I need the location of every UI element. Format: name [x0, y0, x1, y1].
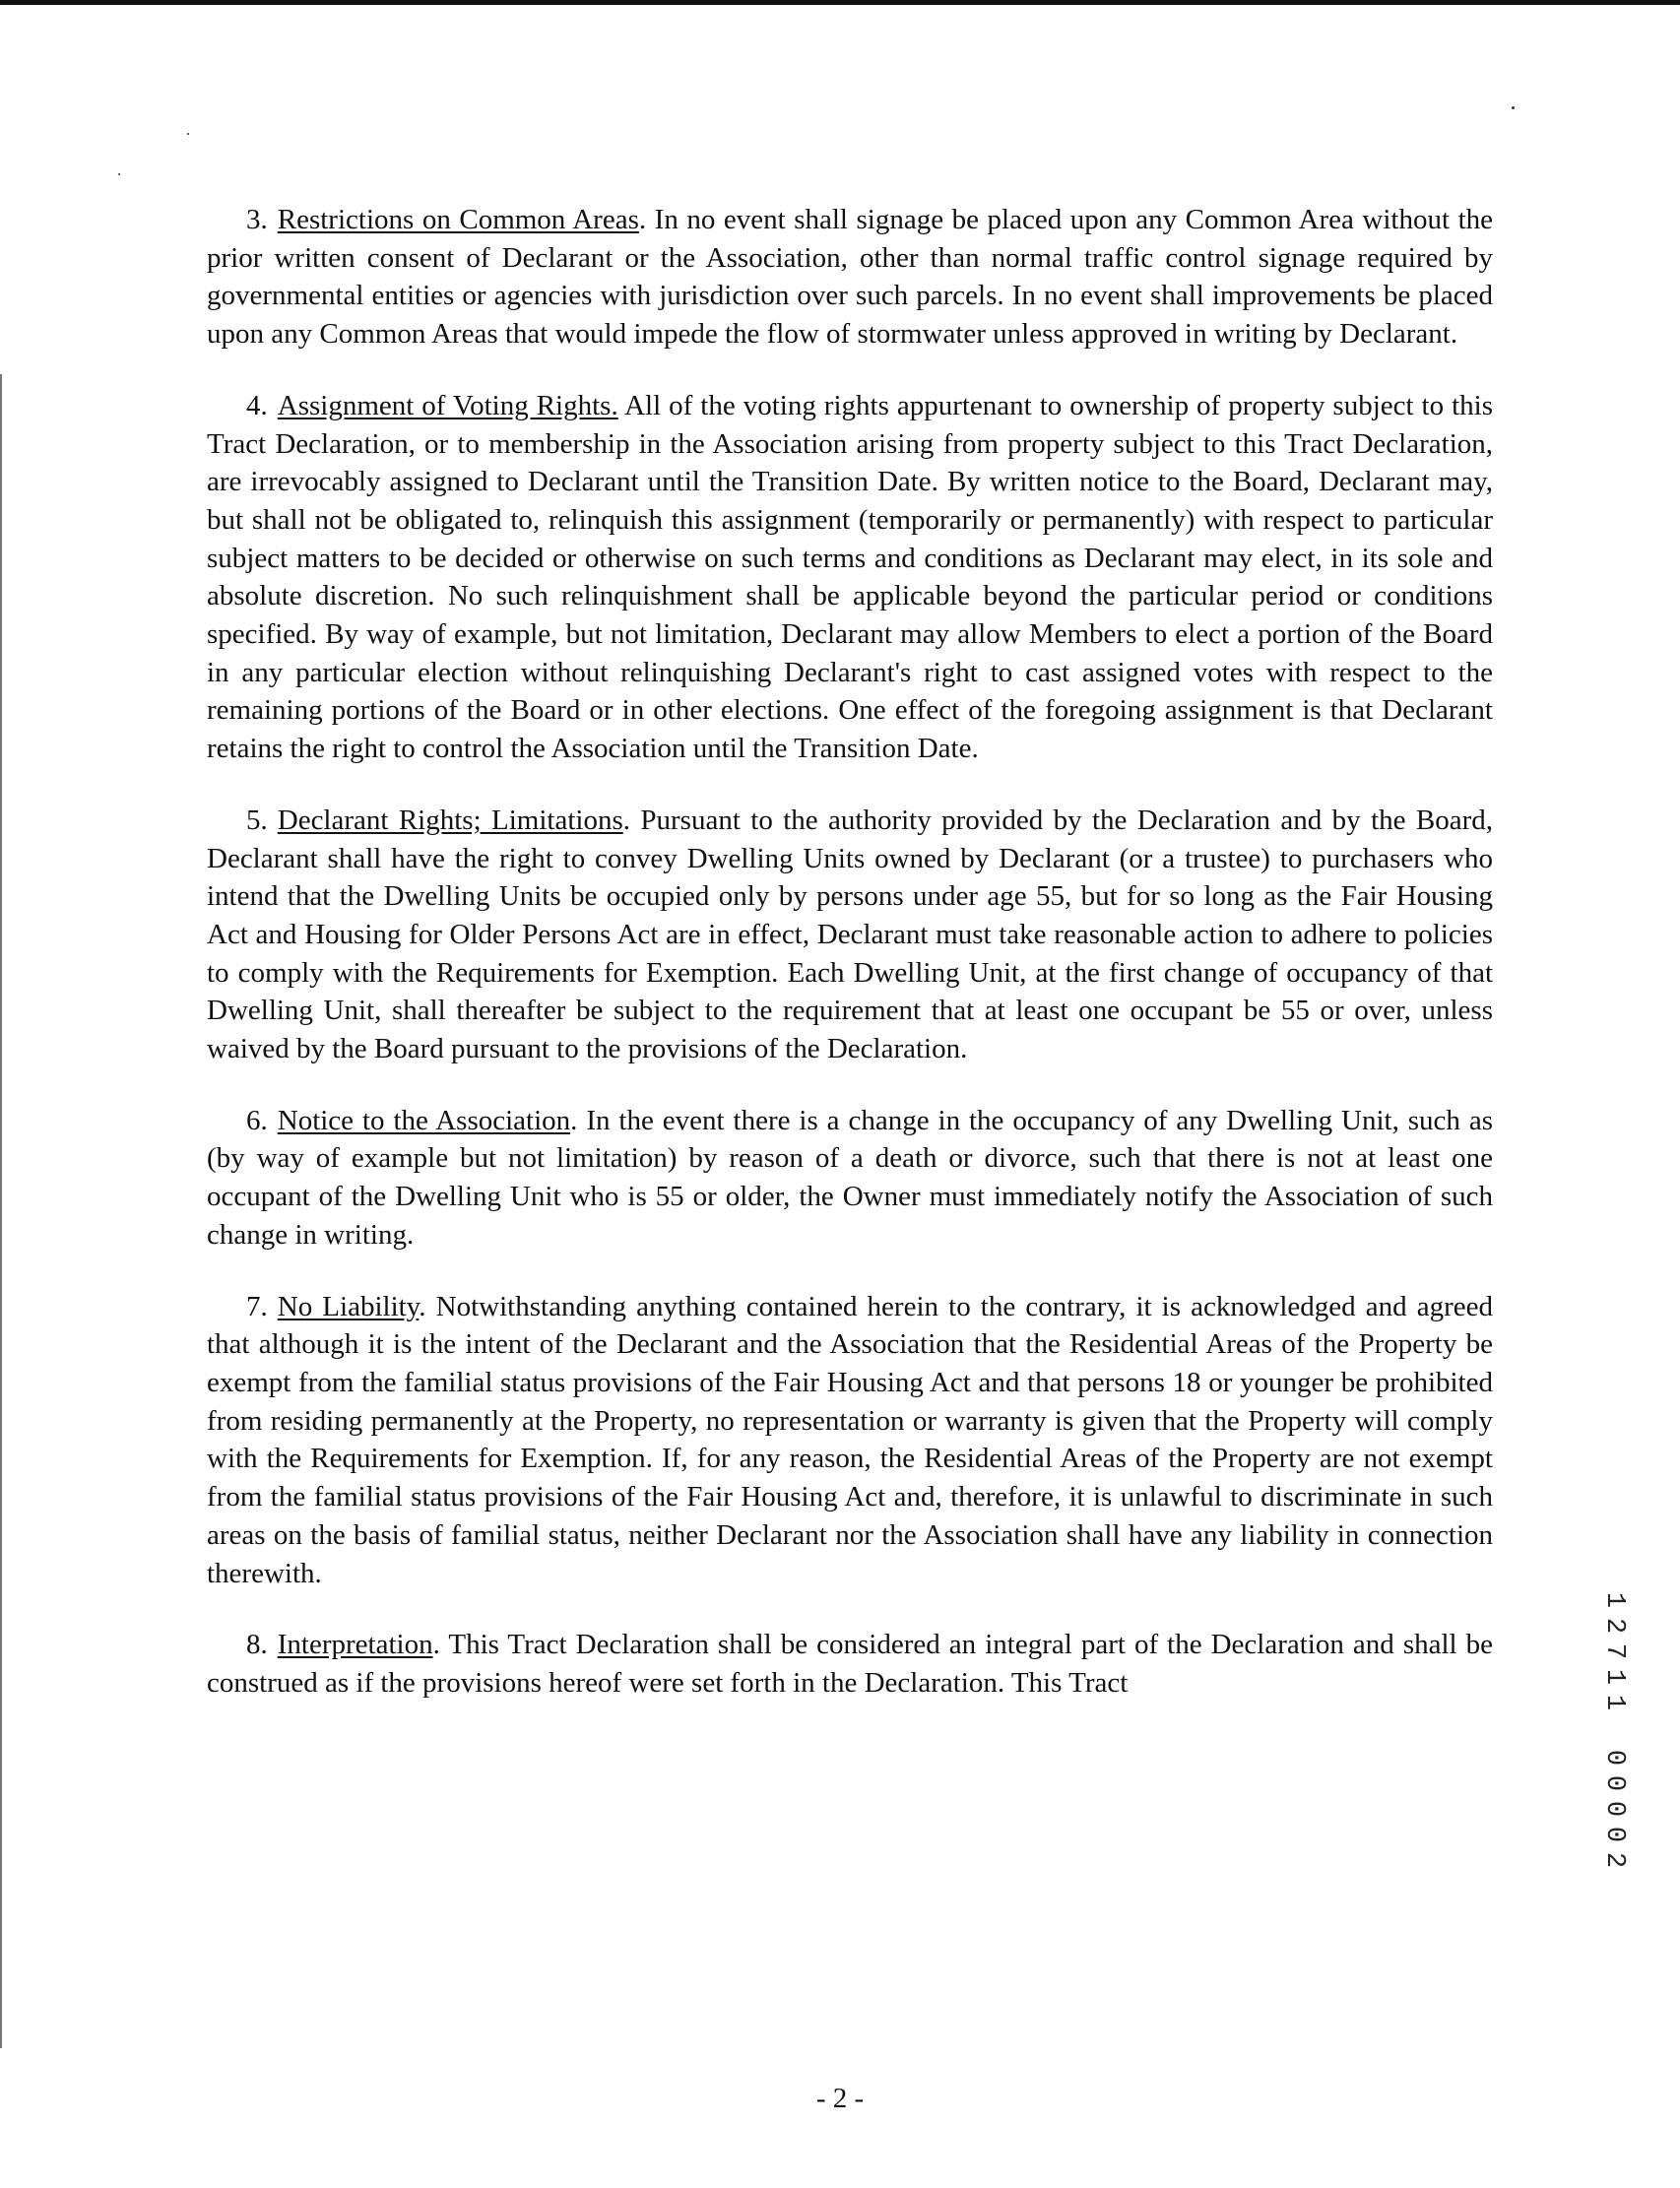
- heading-punctuation: .: [570, 1104, 578, 1136]
- recording-digit: 1: [1599, 1668, 1629, 1686]
- recording-digit: 0: [1599, 1749, 1629, 1767]
- recording-digit: 0: [1599, 1826, 1629, 1843]
- section-3: [207, 201, 1493, 354]
- section-heading: Interpretation: [277, 1629, 433, 1661]
- scan-speck: [118, 173, 120, 175]
- scan-speck: [1512, 106, 1515, 109]
- section-heading: Restrictions on Common Areas: [277, 204, 639, 235]
- recording-digit: 0: [1599, 1774, 1629, 1792]
- page-number: - 2 -: [815, 2083, 865, 2114]
- section-8: [207, 1626, 1493, 1702]
- recording-gap: [1599, 1715, 1629, 1745]
- section-4: [207, 387, 1493, 768]
- heading-punctuation: .: [622, 804, 630, 836]
- section-7: [207, 1288, 1493, 1593]
- section-number: 7.: [246, 1290, 268, 1322]
- section-body: In the event there is a change in the occupancy of any Dwelling Unit, such as (by way of example but not limitation) by reason of a death or divorce, such that there is not at least one occupant of the Dwelling Unit who is 55 or older, the Owner must immediately notify the Association of such change in writing.: [207, 1104, 1493, 1251]
- section-heading: Assignment of Voting Rights.: [277, 389, 618, 421]
- recording-digit: 1: [1599, 1694, 1629, 1711]
- section-number: 6.: [246, 1104, 268, 1136]
- section-number: 3.: [246, 204, 268, 235]
- recording-digit: 2: [1599, 1851, 1629, 1869]
- section-body: Notwithstanding anything contained herein to the contrary, it is acknowledged and agreed that although it is the intent of the Declarant and the Association that the Residential Areas of the Property be exempt from the familial status provisions of the Fair Housing Act and that persons 18 or younger be prohibited from residing permanently at the Property, no representation or warranty is given that the Property will comply with the Requirements for Exemption. If, for any reason, the Residential Areas of the Property are not exempt from the familial status provisions of the Fair Housing Act and, therefore, it is unlawful to discriminate in such areas on the basis of familial status, neither Declarant nor the Association shall have any liability in connection therewith.: [207, 1290, 1493, 1589]
- section-number: 8.: [246, 1629, 268, 1661]
- section-body: All of the voting rights appurtenant to ownership of property subject to this Tract Declaration, or to membership in the Association arising from property subject to this Tract Declaration, are irrevocably assigned to Declarant until the Transition Date. By written notice to the Board, Declarant may, but shall not be obligated to, relinquish this assignment (temporarily or permanently) with respect to particular subject matters to be decided or otherwise on such terms and conditions as Declarant may elect, in its sole and absolute discretion. No such relinquishment shall be applicable beyond the particular period or conditions specified. By way of example, but not limitation, Declarant may allow Members to elect a portion of the Board in any particular election without relinquishing Declarant's right to cast assigned votes with respect to the remaining portions of the Board or in other elections. One effect of the foregoing assignment is that Declarant retains the right to control the Association until the Transition Date.: [207, 389, 1493, 765]
- scan-top-edge: [0, 0, 1680, 5]
- heading-punctuation: .: [638, 204, 647, 235]
- section-6: [207, 1102, 1493, 1255]
- section-heading: Notice to the Association: [277, 1104, 571, 1136]
- section-heading: No Liability: [277, 1290, 420, 1322]
- recording-digit: 2: [1599, 1617, 1629, 1635]
- heading-punctuation: .: [419, 1290, 426, 1322]
- recording-digit: 7: [1599, 1642, 1629, 1660]
- recording-digit: 0: [1599, 1800, 1629, 1818]
- scan-left-edge: [0, 374, 2, 2048]
- recording-digit: 1: [1599, 1591, 1629, 1609]
- section-body: This Tract Declaration shall be considered an integral part of the Declaration and shall be construed as if the provisions hereof were set forth in the Declaration. This Tract: [207, 1629, 1494, 1699]
- section-body: Pursuant to the authority provided by the Declaration and by the Board, Declarant shall have the right to convey Dwelling Units owned by Declarant (or a trustee) to purchasers who intend that the Dwelling Units be occupied only by persons under age 55, but for so long as the Fair Housing Act and Housing for Older Persons Act are in effect, Declarant must take reasonable action to adhere to policies to comply with the Requirements for Exemption. Each Dwelling Unit, at the first change of occupancy of that Dwelling Unit, shall thereafter be subject to the requirement that at least one occupant be 55 or over, unless waived by the Board pursuant to the provisions of the Declaration.: [207, 804, 1494, 1065]
- section-number: 4.: [246, 389, 268, 421]
- section-heading: Declarant Rights; Limitations: [277, 804, 623, 836]
- recording-number: [1599, 1587, 1629, 1873]
- document-body: [207, 201, 1493, 1736]
- scan-speck: [187, 133, 189, 135]
- section-number: 5.: [246, 804, 268, 836]
- section-5: [207, 802, 1493, 1068]
- section-body: In no event shall signage be placed upon any Common Area without the prior written consent of Declarant or the Association, other than normal traffic control signage required by governmental entities or agencies with jurisdiction over such parcels. In no event shall improvements be placed upon any Common Areas that would impede the flow of stormwater unless approved in writing by Declarant.: [207, 204, 1493, 351]
- heading-punctuation: .: [432, 1629, 440, 1661]
